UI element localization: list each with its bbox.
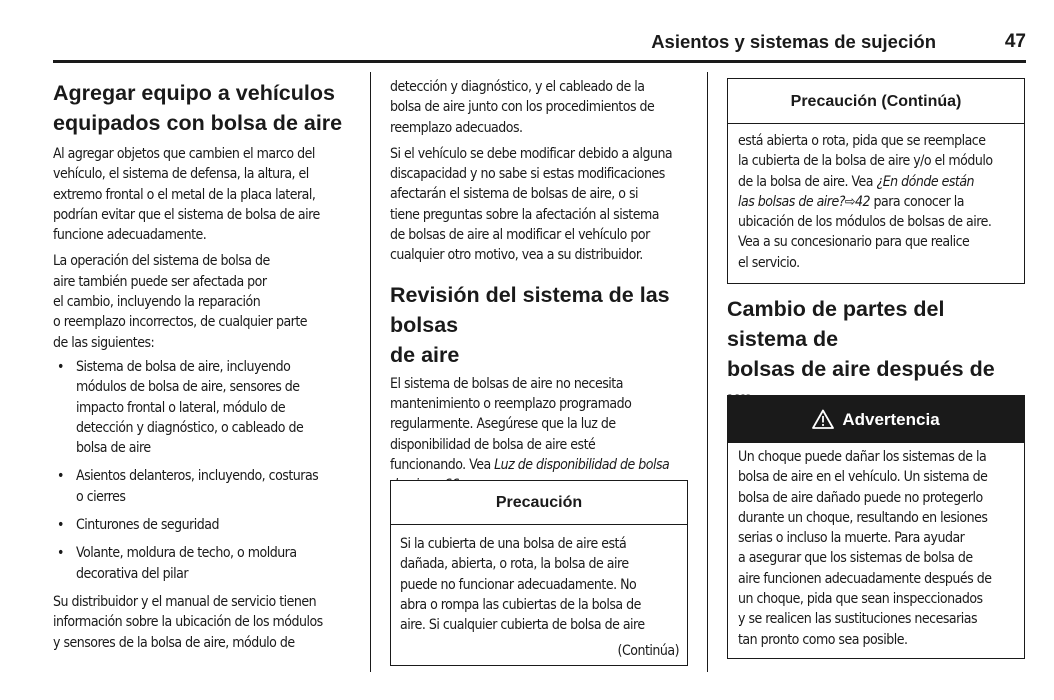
paragraph-maintenance: El sistema de bolsas de aire no necesita mantenimiento o reemplazo programado regularmente. Asegúrese que la luz de disponibilidad de bolsa de aire esté funcionando. Vea Luz de disponibilidad de bolsa (390, 374, 690, 496)
column-2 (390, 77, 690, 495)
section-heading-adding-equipment: Agregar equipo a vehículos equipados con bolsa de aire (53, 81, 343, 135)
warning-title: Advertencia (842, 410, 940, 429)
warning-text: Un choque puede dañar los sistemas de la bolsa de aire en el vehículo. Un sistema de bolsa de aire dañado puede no protegerlo durante un choque, resultando en lesiones serias o incluso la muerte. Para ayudar a asegurar que los sistemas de bolsa de aire funcionen adecuadamente después de un choque, pida que sean inspeccionados y se realicen las sustituciones necesarias tan pronto como sea posible. (738, 449, 992, 648)
section-heading-airbag-check: Revisión del sistema de las bolsas de aire (390, 282, 670, 367)
list-item: • Volante, moldura de techo, o moldura decorativa del pilar (57, 545, 297, 582)
list-item: • Asientos delanteros, incluyendo, costuras o cierres (57, 468, 319, 505)
header-rule (53, 60, 1026, 63)
cross-reference-airbag-location[interactable]: ¿En dónde están (876, 173, 975, 190)
cross-reference-readiness-light[interactable]: Luz de disponibilidad de bolsa (494, 456, 670, 473)
caution-title: Precaución (391, 481, 687, 525)
warning-header (728, 396, 1024, 443)
page-number: 47 (1004, 31, 1026, 52)
list-item: • Sistema de bolsa de aire, incluyendo módulos de bolsa de aire, sensores de impacto frontal o lateral, módulo de detección y diagnóstico, o cableado de bolsa de aire (57, 358, 304, 457)
page-reference-arrow-icon: ⇨ (844, 193, 855, 210)
paragraph-modification: Si el vehículo se debe modificar debido a alguna discapacidad y no sabe si estas modificaciones afectarán el sistema de bolsas de aire, o si tiene preguntas sobre la afectación al sistema de bolsas de aire al modificar el vehículo por cualquier otro motivo, vea a su distribuidor. (390, 145, 673, 264)
paragraph-distributor-info: Su distribuidor y el manual de servicio tienen información sobre la ubicación de los módulos y sensores de la bolsa de aire, módulo de (53, 593, 323, 651)
list-item: • Cinturones de seguridad (57, 517, 220, 534)
warning-triangle-icon (812, 409, 834, 429)
column-divider-2 (707, 72, 708, 672)
section-heading-replace-parts: Cambio de partes del sistema de bolsas de aire después de (727, 297, 995, 381)
column-1 (53, 78, 353, 653)
paragraph-frame-changes: Al agregar objetos que cambien el marco del vehículo, el sistema de defensa, la altura, el extremo frontal o el metal de la placa lateral, podrían evitar que el sistema de bolsa de aire funcione adecuadamente. (53, 146, 320, 244)
caution-continued-box (727, 78, 1025, 284)
caution-continued-text: está abierta o rota, pida que se reemplace la cubierta de la bolsa de aire y/o el módulo de la bolsa de aire. Vea ¿En dónde están las bolsas de aire?⇨42 para conocer la ubicación de los módulos de bolsas de aire. Vea a su concesionario para que realice el servicio. (738, 133, 993, 271)
caution-box (390, 480, 688, 666)
paragraph-diagnostic-module: detección y diagnóstico, y el cableado de la bolsa de aire junto con los procedimientos de reemplazo adecuados. (390, 79, 655, 136)
affected-parts-list (53, 357, 353, 584)
continues-label: (Continúa) (617, 643, 679, 659)
caution-continued-title: Precaución (Continúa) (728, 79, 1024, 124)
column-divider-1 (370, 72, 371, 672)
page-reference[interactable]: 42 (854, 193, 870, 210)
caution-text: Si la cubierta de una bolsa de aire está dañada, abierta, o rota, la bolsa de aire puede no funcionar adecuadamente. No abra o rompa las cubiertas de la bolsa de aire. Si cualquier cubierta de bolsa de aire (400, 536, 645, 634)
paragraph-system-operation: La operación del sistema de bolsa de aire también puede ser afectada por el cambio, incluyendo la reparación o reemplazo incorrectos, de cualquier parte de las siguientes: (53, 253, 308, 351)
warning-box (727, 395, 1025, 659)
running-header-title: Asientos y sistemas de sujeción (651, 31, 936, 52)
